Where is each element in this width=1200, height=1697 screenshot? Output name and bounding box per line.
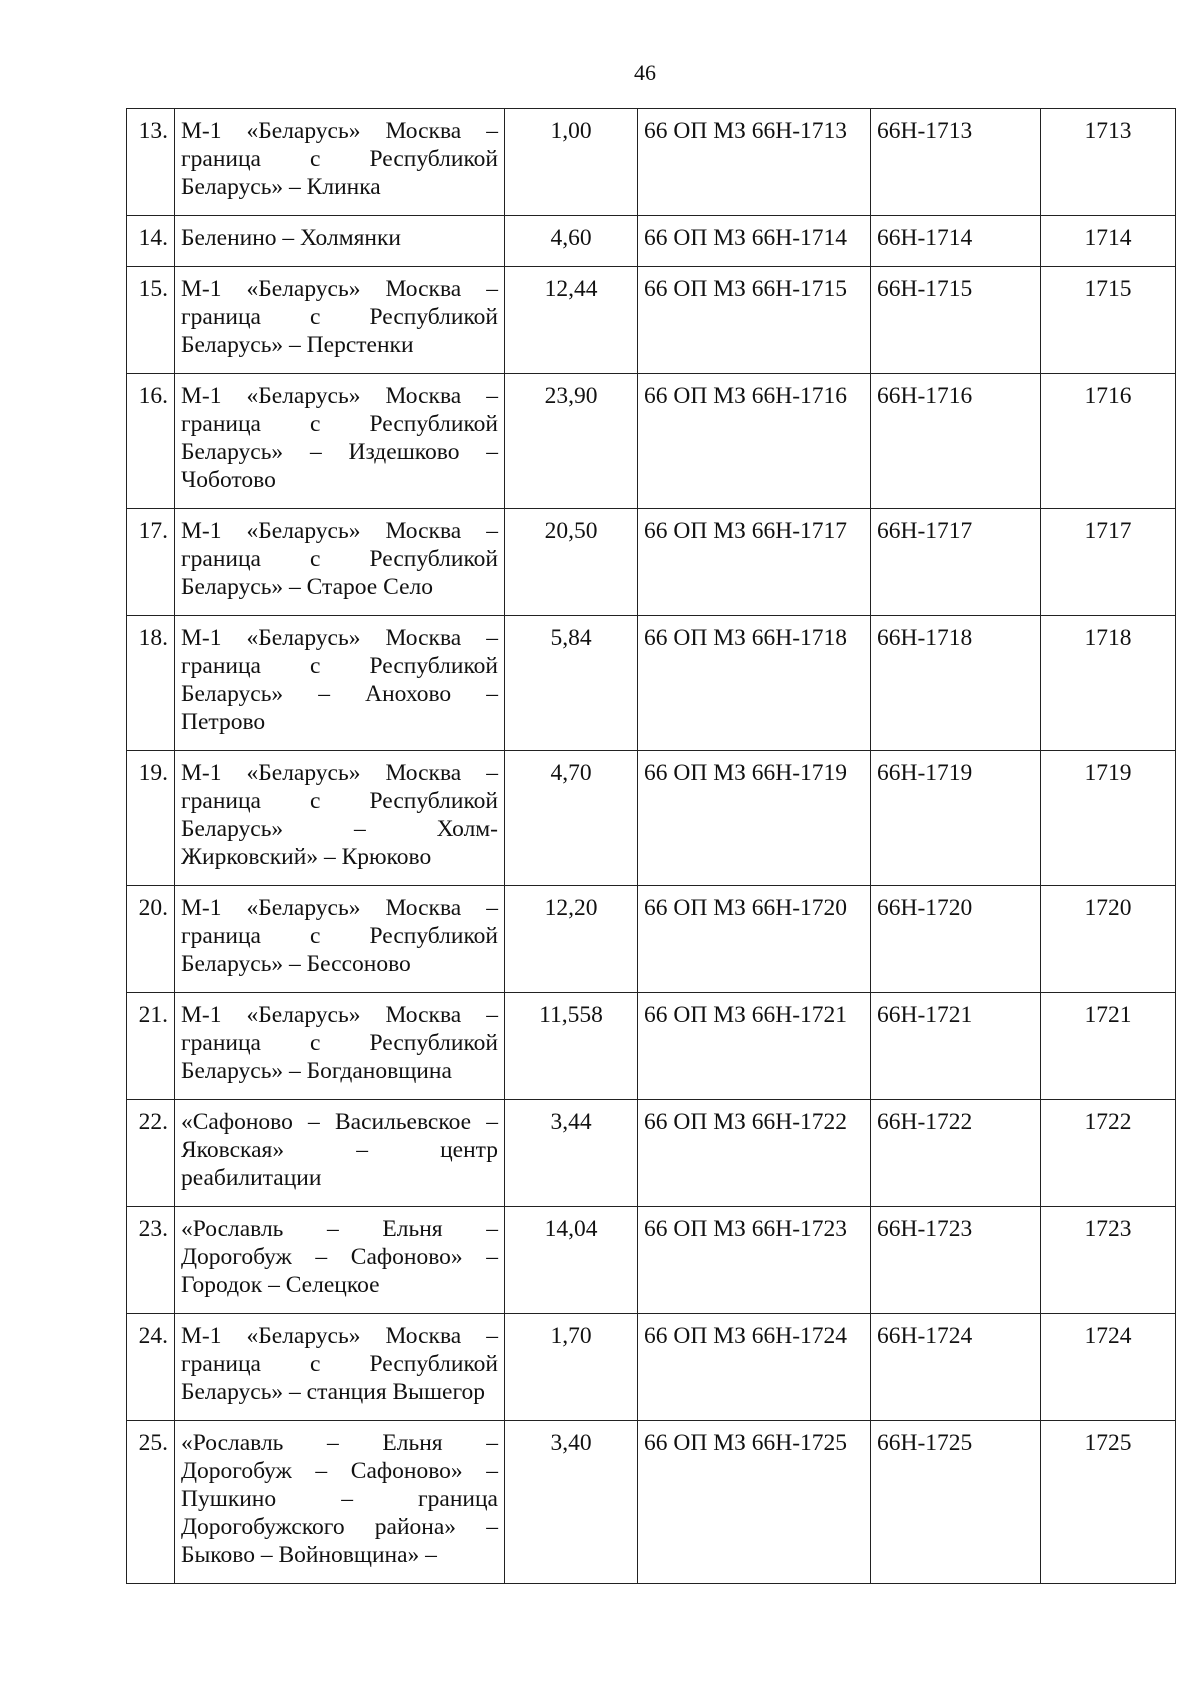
road-code: 1717 bbox=[1041, 509, 1176, 616]
road-identifier: 66 ОП МЗ 66Н-1713 bbox=[638, 109, 871, 216]
road-length: 14,04 bbox=[505, 1207, 638, 1314]
registration-number: 66Н-1724 bbox=[871, 1314, 1041, 1421]
road-code: 1723 bbox=[1041, 1207, 1176, 1314]
registration-number: 66Н-1715 bbox=[871, 267, 1041, 374]
registration-number: 66Н-1719 bbox=[871, 751, 1041, 886]
road-code: 1714 bbox=[1041, 216, 1176, 267]
road-identifier: 66 ОП МЗ 66Н-1721 bbox=[638, 993, 871, 1100]
road-code: 1724 bbox=[1041, 1314, 1176, 1421]
road-code: 1715 bbox=[1041, 267, 1176, 374]
road-name: «Рославль – Ельня – Дорогобуж – Сафоново» – Пушкино – граница Дорогобужского района» – Быково – Войновщина» – bbox=[175, 1421, 505, 1584]
road-identifier: 66 ОП МЗ 66Н-1714 bbox=[638, 216, 871, 267]
table-row bbox=[127, 509, 1176, 616]
road-name: М-1 «Беларусь» Москва – граница с Республикой Беларусь» – Холм-Жирковский» – Крюково bbox=[175, 751, 505, 886]
road-length: 3,44 bbox=[505, 1100, 638, 1207]
registration-number: 66Н-1721 bbox=[871, 993, 1041, 1100]
road-name: Беленино – Холмянки bbox=[175, 216, 505, 267]
road-identifier: 66 ОП МЗ 66Н-1716 bbox=[638, 374, 871, 509]
registration-number: 66Н-1713 bbox=[871, 109, 1041, 216]
registration-number: 66Н-1725 bbox=[871, 1421, 1041, 1584]
row-number: 23. bbox=[127, 1207, 175, 1314]
row-number: 14. bbox=[127, 216, 175, 267]
road-name: «Рославль – Ельня – Дорогобуж – Сафоново» – Городок – Селецкое bbox=[175, 1207, 505, 1314]
table-row bbox=[127, 267, 1176, 374]
road-code: 1718 bbox=[1041, 616, 1176, 751]
road-code: 1722 bbox=[1041, 1100, 1176, 1207]
road-length: 5,84 bbox=[505, 616, 638, 751]
road-identifier: 66 ОП МЗ 66Н-1720 bbox=[638, 886, 871, 993]
road-length: 12,44 bbox=[505, 267, 638, 374]
road-length: 1,00 bbox=[505, 109, 638, 216]
road-length: 4,60 bbox=[505, 216, 638, 267]
registration-number: 66Н-1722 bbox=[871, 1100, 1041, 1207]
road-length: 12,20 bbox=[505, 886, 638, 993]
road-length: 11,558 bbox=[505, 993, 638, 1100]
road-identifier: 66 ОП МЗ 66Н-1724 bbox=[638, 1314, 871, 1421]
row-number: 18. bbox=[127, 616, 175, 751]
row-number: 20. bbox=[127, 886, 175, 993]
road-name: «Сафоново – Васильевское – Яковская» – центр реабилитации bbox=[175, 1100, 505, 1207]
road-name: М-1 «Беларусь» Москва – граница с Республикой Беларусь» – Старое Село bbox=[175, 509, 505, 616]
road-identifier: 66 ОП МЗ 66Н-1717 bbox=[638, 509, 871, 616]
registration-number: 66Н-1716 bbox=[871, 374, 1041, 509]
road-name: М-1 «Беларусь» Москва – граница с Республикой Беларусь» – Перстенки bbox=[175, 267, 505, 374]
road-identifier: 66 ОП МЗ 66Н-1725 bbox=[638, 1421, 871, 1584]
table-row bbox=[127, 109, 1176, 216]
road-length: 23,90 bbox=[505, 374, 638, 509]
table-row bbox=[127, 616, 1176, 751]
road-identifier: 66 ОП МЗ 66Н-1722 bbox=[638, 1100, 871, 1207]
road-identifier: 66 ОП МЗ 66Н-1719 bbox=[638, 751, 871, 886]
table-row bbox=[127, 1314, 1176, 1421]
road-length: 3,40 bbox=[505, 1421, 638, 1584]
page-number: 46 bbox=[634, 60, 656, 85]
row-number: 22. bbox=[127, 1100, 175, 1207]
row-number: 19. bbox=[127, 751, 175, 886]
road-code: 1713 bbox=[1041, 109, 1176, 216]
road-length: 20,50 bbox=[505, 509, 638, 616]
road-code: 1721 bbox=[1041, 993, 1176, 1100]
road-name: М-1 «Беларусь» Москва – граница с Республикой Беларусь» – Издешково – Чоботово bbox=[175, 374, 505, 509]
row-number: 17. bbox=[127, 509, 175, 616]
row-number: 15. bbox=[127, 267, 175, 374]
roads-table bbox=[126, 108, 1176, 1584]
table-row bbox=[127, 374, 1176, 509]
road-name: М-1 «Беларусь» Москва – граница с Республикой Беларусь» – станция Вышегор bbox=[175, 1314, 505, 1421]
road-name: М-1 «Беларусь» Москва – граница с Республикой Беларусь» – Клинка bbox=[175, 109, 505, 216]
table-row bbox=[127, 216, 1176, 267]
row-number: 16. bbox=[127, 374, 175, 509]
road-code: 1720 bbox=[1041, 886, 1176, 993]
road-code: 1716 bbox=[1041, 374, 1176, 509]
road-name: М-1 «Беларусь» Москва – граница с Республикой Беларусь» – Бессоново bbox=[175, 886, 505, 993]
table-row bbox=[127, 751, 1176, 886]
road-code: 1719 bbox=[1041, 751, 1176, 886]
table-row bbox=[127, 993, 1176, 1100]
registration-number: 66Н-1723 bbox=[871, 1207, 1041, 1314]
registration-number: 66Н-1714 bbox=[871, 216, 1041, 267]
table-row bbox=[127, 1421, 1176, 1584]
registration-number: 66Н-1720 bbox=[871, 886, 1041, 993]
registration-number: 66Н-1718 bbox=[871, 616, 1041, 751]
row-number: 24. bbox=[127, 1314, 175, 1421]
row-number: 13. bbox=[127, 109, 175, 216]
table-row bbox=[127, 1207, 1176, 1314]
registration-number: 66Н-1717 bbox=[871, 509, 1041, 616]
table-row bbox=[127, 886, 1176, 993]
road-identifier: 66 ОП МЗ 66Н-1718 bbox=[638, 616, 871, 751]
road-name: М-1 «Беларусь» Москва – граница с Республикой Беларусь» – Анохово – Петрово bbox=[175, 616, 505, 751]
row-number: 25. bbox=[127, 1421, 175, 1584]
road-length: 1,70 bbox=[505, 1314, 638, 1421]
road-identifier: 66 ОП МЗ 66Н-1715 bbox=[638, 267, 871, 374]
road-name: М-1 «Беларусь» Москва – граница с Республикой Беларусь» – Богдановщина bbox=[175, 993, 505, 1100]
table-row bbox=[127, 1100, 1176, 1207]
road-identifier: 66 ОП МЗ 66Н-1723 bbox=[638, 1207, 871, 1314]
road-length: 4,70 bbox=[505, 751, 638, 886]
road-code: 1725 bbox=[1041, 1421, 1176, 1584]
row-number: 21. bbox=[127, 993, 175, 1100]
roads-table-body bbox=[127, 109, 1176, 1584]
